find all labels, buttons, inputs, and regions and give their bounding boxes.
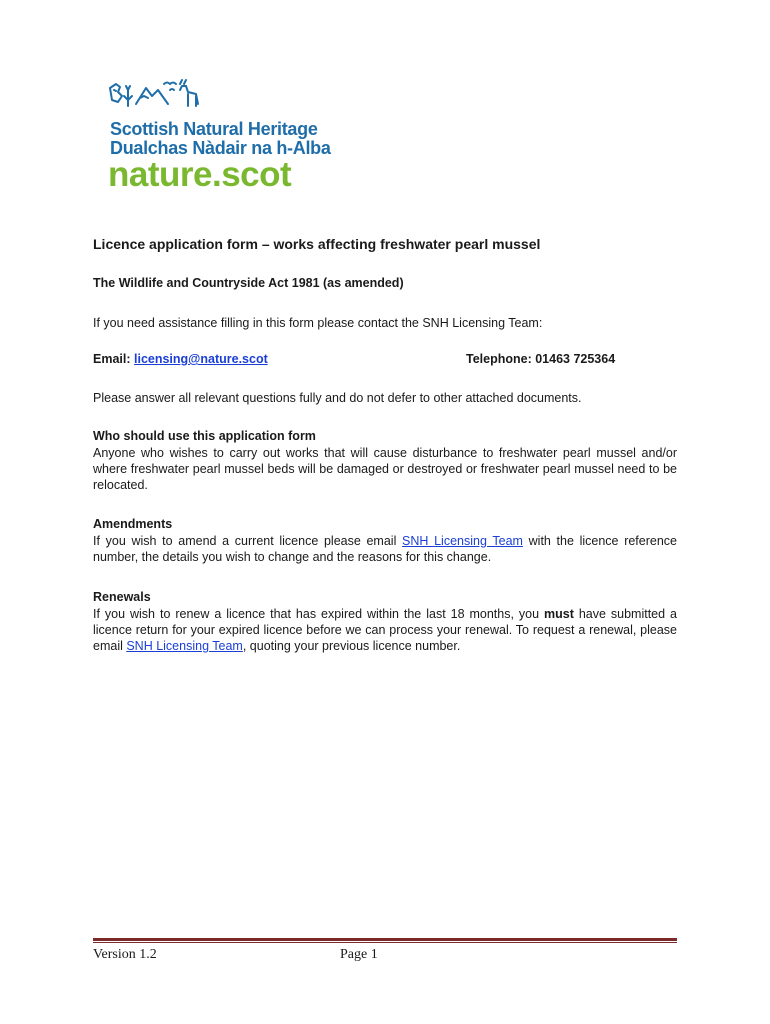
section-amendments-heading: Amendments (93, 517, 173, 531)
nature-scot-logo (108, 78, 358, 193)
amendments-text-after: with the licence reference number, the details you wish to change and the reasons for this change. (93, 534, 677, 564)
section-who-body: Anyone who wishes to carry out works that will cause disturbance to freshwater pearl mussel and/or where freshwater pearl mussel beds will be damaged or destroyed or freshwater pearl mussel need to be relocated. (93, 446, 677, 492)
renewals-text-1: If you wish to renew a licence that has expired within the last 18 months, you (93, 607, 544, 621)
page-title: Licence application form – works affecting freshwater pearl mussel (93, 236, 541, 252)
act-subtitle: The Wildlife and Countryside Act 1981 (as amended) (93, 276, 404, 290)
email-link[interactable]: licensing@nature.scot (134, 352, 268, 366)
footer-divider (93, 938, 677, 943)
section-amendments (93, 516, 677, 565)
email-label: Email: (93, 352, 131, 366)
section-who-heading: Who should use this application form (93, 429, 316, 443)
footer-version: Version 1.2 (93, 947, 157, 962)
section-renewals-body (93, 606, 677, 654)
renewals-text-2: have submitted a licence return for your expired licence before we can process your renewal. To request a renewal, please email (93, 607, 677, 653)
mountains-icon (136, 88, 168, 104)
logo-text-gaelic: Dualchas Nàdair na h-Alba (110, 138, 331, 158)
section-who (93, 428, 677, 493)
deer-icon (180, 80, 198, 106)
section-amendments-body (93, 533, 677, 565)
section-renewals-heading: Renewals (93, 590, 151, 604)
plant-icon (124, 86, 132, 106)
section-renewals (93, 589, 677, 654)
amendments-licensing-link[interactable]: SNH Licensing Team (402, 534, 523, 548)
logo-text-english: Scottish Natural Heritage (110, 119, 318, 139)
logo-wordmark: nature.scot (108, 155, 292, 194)
assistance-text: If you need assistance filling in this form please contact the SNH Licensing Team: (93, 316, 543, 330)
contact-email (93, 352, 268, 366)
instruction-text: Please answer all relevant questions fully and do not defer to other attached documents. (93, 391, 582, 405)
lion-icon (110, 84, 122, 102)
amendments-text-before: If you wish to amend a current licence please email (93, 534, 403, 548)
logo-icons (108, 78, 200, 112)
birds-icon (164, 83, 176, 91)
footer-page-number: Page 1 (340, 947, 378, 962)
renewals-text-3: , quoting your previous licence number. (242, 639, 461, 653)
renewals-licensing-link[interactable]: SNH Licensing Team (126, 639, 243, 653)
renewals-emphasis: must (544, 607, 574, 621)
contact-phone: Telephone: 01463 725364 (466, 352, 616, 366)
